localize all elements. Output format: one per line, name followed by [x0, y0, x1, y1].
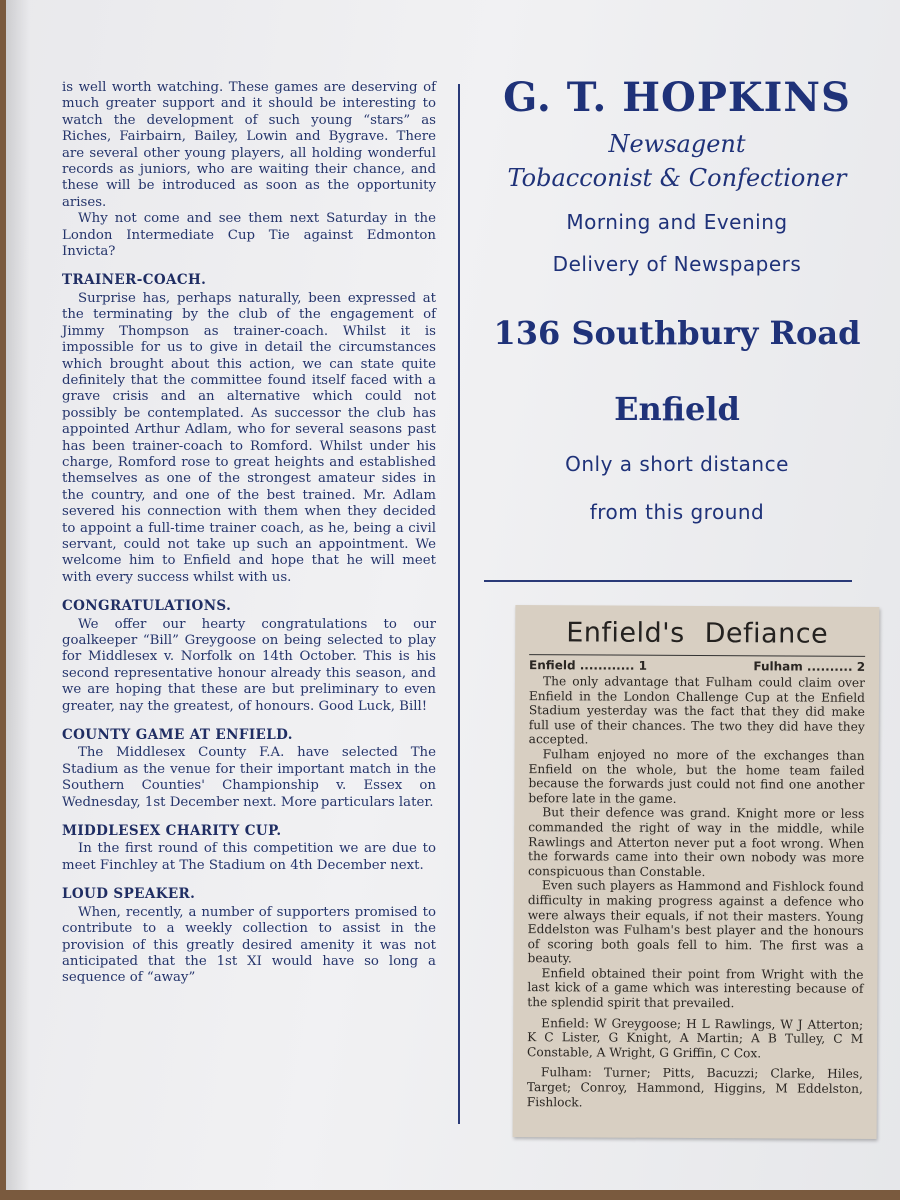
hopkins-advert — [462, 70, 892, 527]
section-body-loud-speaker: When, recently, a number of supporters promised to contribute to a weekly collection to assist in the provision of this greatly desired amenity it was not anticipated that the 1st XI would have so long a sequence of “away” — [62, 904, 436, 986]
clipping-paragraph: The only advantage that Fulham could claim over Enfield in the London Challenge Cup at the Enfield Stadium yesterday was the fact that they did make full use of their chances. The two they did have they accepted. — [528, 674, 866, 747]
advert-business-name: G. T. HOPKINS — [503, 74, 851, 121]
section-body-congratulations: We offer our hearty congratulations to our goalkeeper “Bill” Greygoose on being selected to play for Middlesex v. Norfolk on 14th October. This is his second representative honour already this season, and we are hoping that these are but preliminary to even greater, nay the greatest, of honours. Good Luck, Bill! — [62, 616, 436, 714]
clipping-paragraph: Fulham enjoyed no more of the exchanges than Enfield on the whole, but the home team failed because the forwards just could not find one another before late in the game. — [528, 747, 865, 806]
article-intro: is well worth watching. These games are deserving of much greater support and it should be interesting to watch the development of such young “stars” as Riches, Fairbairn, Bailey, Lowin and Bygrave. There are several other young players, all holding wonderful records as juniors, who are waiting their chance, and these will be introduced as soon as the opportunity arises. — [62, 80, 436, 210]
article-column — [62, 80, 436, 987]
section-body-charity-cup: In the first round of this competition we are due to meet Finchley at The Stadium on 4th December next. — [62, 841, 436, 873]
section-heading-charity-cup: MIDDLESEX CHARITY CUP. — [62, 823, 282, 840]
advert-delivery-line-2: Delivery of Newspapers — [552, 252, 802, 276]
advert-role-tobacconist: Tobacconist & Confectioner — [507, 164, 847, 192]
programme-page — [6, 0, 900, 1190]
section-heading-loud-speaker: LOUD SPEAKER. — [62, 886, 196, 903]
column-divider — [458, 84, 460, 1124]
advert-address-street: 136 Southbury Road — [493, 314, 861, 352]
advert-role-newsagent: Newsagent — [608, 130, 746, 158]
clipping-lineup-enfield: Enfield: W Greygoose; H L Rawlings, W J Atterton; K C Lister, G Knight, A Martin; A B Tulley, C M Constable, A Wright, G Griffin, C Cox. — [527, 1015, 864, 1061]
clipping-paragraph: Even such players as Hammond and Fishlock found difficulty in making progress against a defence who were always their equals, if not their masters. Young Eddelston was Fulham's best player and the honours of scoring both goals fell to him. The first was a beauty. — [527, 878, 864, 966]
clipping-headline-word-2: Defiance — [704, 618, 829, 650]
score-home: Enfield ............ 1 — [529, 658, 648, 673]
clipping-paragraph: But their defence was grand. Knight more or less commanded the right of way in the middle, while Rawlings and Atterton never put a foot wrong. When the forwards came into their own nobody was more conspicuous than Constable. — [527, 805, 865, 879]
advert-distance-line-2: from this ground — [589, 500, 765, 524]
section-body-county-game: The Middlesex County F.A. have selected The Stadium as the venue for their important match in the Southern Counties' Championship v. Essex on Wednesday, 1st December next. More particulars later. — [62, 745, 436, 810]
advert-divider — [484, 580, 852, 582]
article-intro-invite: Why not come and see them next Saturday in the London Intermediate Cup Tie against Edmonton Invicta? — [62, 211, 436, 260]
clipping-body — [527, 674, 865, 1111]
page-edge-shadow — [6, 0, 30, 1190]
newspaper-clipping — [513, 605, 880, 1139]
score-away: Fulham .......... 2 — [753, 659, 866, 674]
clipping-headline — [529, 617, 865, 650]
section-heading-trainer-coach: TRAINER-COACH. — [62, 272, 207, 289]
section-heading-congratulations: CONGRATULATIONS. — [62, 598, 232, 615]
section-body-trainer-coach: Surprise has, perhaps naturally, been expressed at the terminating by the club of the engagement of Jimmy Thompson as trainer-coach. Whilst it is impossible for us to give in detail the circumstances which brought about this action, we can state quite definitely that the committee found itself faced with a grave crisis and an alternative which could not possibly be contemplated. As successor the club has appointed Arthur Adlam, who for several seasons past has been trainer-coach to Romford. Whilst under his charge, Romford rose to great heights and established themselves as one of the strongest amateur sides in the country, and one of the best trained. Mr. Adlam severed his connection with them when they decided to appoint a full-time trainer coach, as he, being a civil servant, could not take up such an appointment. We welcome him to Enfield and hope that he will meet with every success whilst with us. — [62, 290, 436, 585]
section-heading-county-game: COUNTY GAME AT ENFIELD. — [62, 727, 293, 744]
advert-distance-line-1: Only a short distance — [565, 452, 789, 476]
clipping-paragraph: Enfield obtained their point from Wright with the last kick of a game which was interesting because of the splendid spirit that prevailed. — [527, 966, 864, 1011]
clipping-headline-word-1: Enfield's — [566, 617, 685, 649]
advert-address-town: Enfield — [614, 390, 740, 428]
clipping-lineup-fulham: Fulham: Turner; Pitts, Bacuzzi; Clarke, Hiles, Target; Conroy, Hammond, Higgins, M Eddelston, Fishlock. — [526, 1065, 863, 1110]
advert-delivery-line-1: Morning and Evening — [566, 210, 788, 234]
clipping-scoreline — [529, 654, 865, 674]
